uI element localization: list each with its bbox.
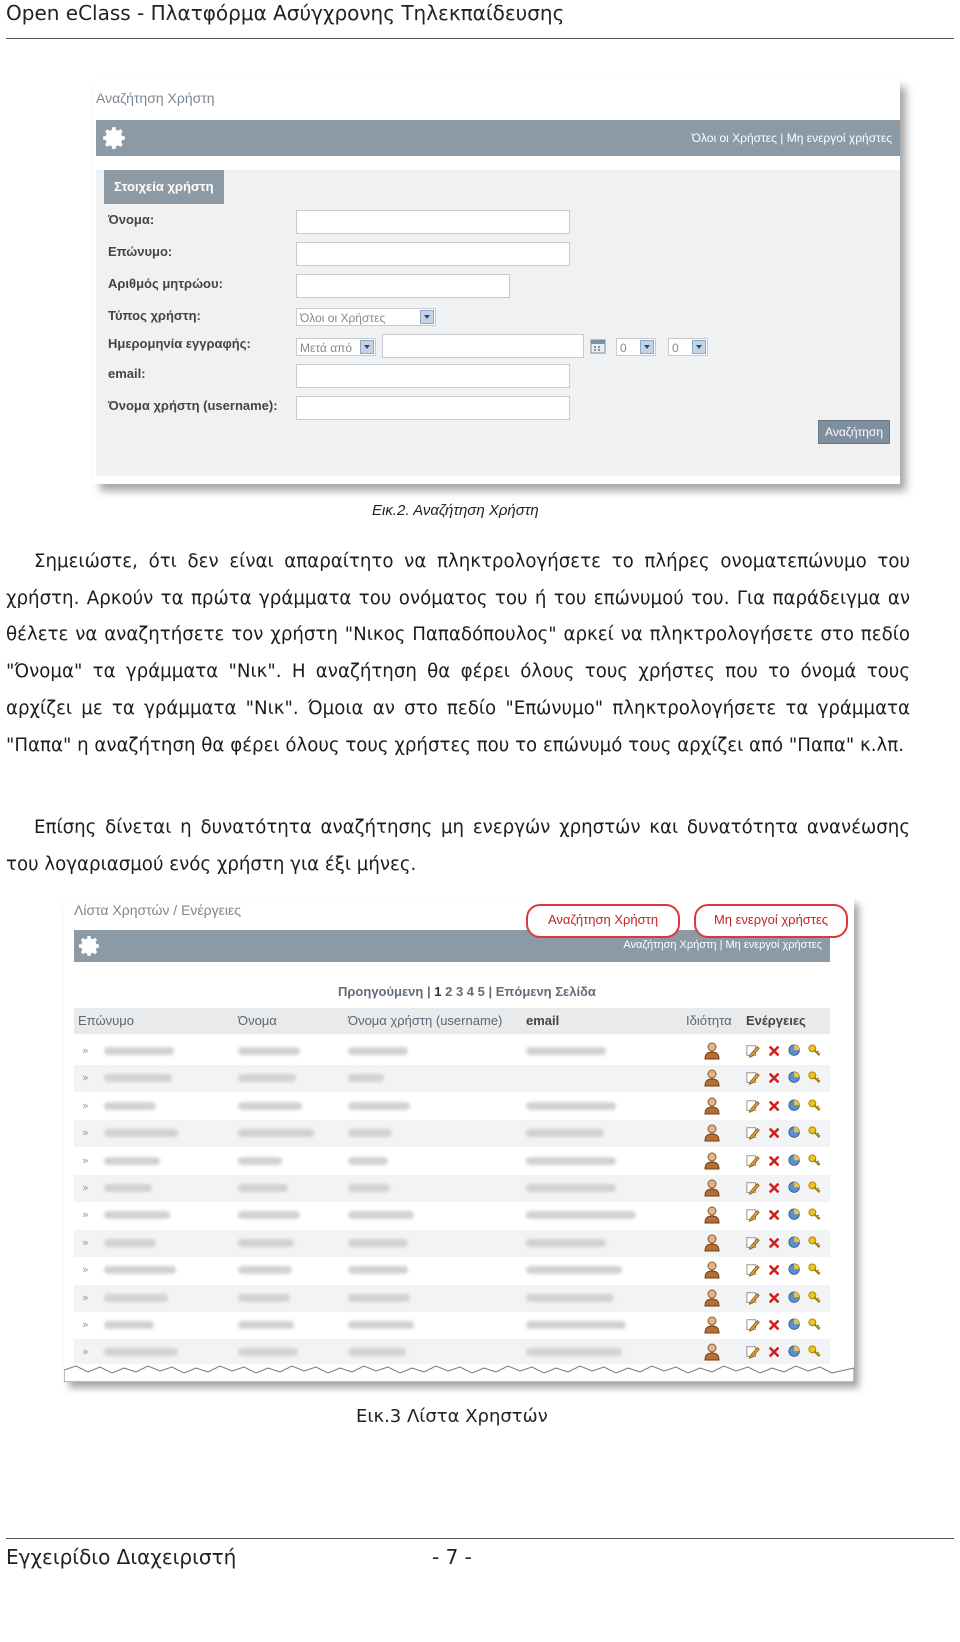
figure-user-search	[94, 80, 900, 484]
user-role-icon	[704, 1289, 720, 1307]
redacted-cell	[238, 1047, 300, 1055]
hour-select[interactable]	[616, 338, 656, 356]
redacted-cell	[348, 1157, 388, 1165]
redacted-cell	[104, 1074, 172, 1082]
renew-key-icon[interactable]	[808, 1291, 822, 1305]
reg-date-input[interactable]	[382, 334, 584, 358]
row-bullet: »	[82, 1318, 89, 1331]
form-legend: Στοιχεία χρήστη	[104, 170, 224, 204]
email-label: email:	[108, 366, 146, 381]
redacted-cell	[238, 1266, 292, 1274]
paragraph-2	[6, 810, 910, 883]
delete-icon[interactable]	[768, 1318, 782, 1332]
search-form	[96, 170, 900, 476]
current-page: 1	[434, 984, 442, 999]
table-row	[74, 1148, 830, 1175]
pager-separator: |	[426, 984, 431, 999]
redacted-cell	[104, 1239, 156, 1247]
redacted-cell	[526, 1129, 604, 1137]
user-role-icon	[704, 1179, 720, 1197]
user-type-value: Όλοι οι Χρήστες	[300, 311, 386, 325]
table-row	[74, 1285, 830, 1312]
renew-key-icon[interactable]	[808, 1181, 822, 1195]
redacted-cell	[238, 1102, 302, 1110]
column-header: Ενέργειες	[746, 1013, 806, 1028]
row-bullet: »	[82, 1263, 89, 1277]
redacted-cell	[238, 1321, 294, 1329]
row-bullet: »	[82, 1044, 89, 1057]
table-row	[74, 1230, 830, 1257]
user-role-icon	[704, 1069, 720, 1087]
edit-icon[interactable]	[746, 1099, 760, 1113]
redacted-cell	[104, 1184, 152, 1192]
delete-icon[interactable]	[768, 1044, 782, 1058]
redacted-cell	[238, 1184, 288, 1192]
delete-icon[interactable]	[768, 1181, 782, 1195]
stats-icon[interactable]	[788, 1126, 802, 1140]
edit-icon[interactable]	[746, 1236, 760, 1250]
calendar-icon[interactable]	[590, 338, 606, 354]
column-header[interactable]: email	[526, 1013, 560, 1028]
delete-icon[interactable]	[768, 1236, 782, 1250]
torn-edge	[64, 1364, 854, 1382]
redacted-cell	[526, 1348, 622, 1356]
email-input[interactable]	[296, 364, 570, 388]
breadcrumb[interactable]: Λίστα Χρηστών / Ενέργειες	[74, 902, 241, 918]
callout-inactive-users: Μη ενεργοί χρήστες	[694, 904, 848, 938]
search-button[interactable]: Αναζήτηση	[818, 420, 890, 444]
user-role-icon	[704, 1343, 720, 1361]
pagination	[338, 984, 596, 999]
stats-icon[interactable]	[788, 1071, 802, 1085]
edit-icon[interactable]	[746, 1044, 760, 1058]
minute-value: 0	[672, 341, 679, 355]
redacted-cell	[238, 1157, 282, 1165]
redacted-cell	[104, 1348, 178, 1356]
redacted-cell	[348, 1102, 410, 1110]
username-label: Όνομα χρήστη (username):	[108, 398, 278, 413]
edit-icon[interactable]	[746, 1154, 760, 1168]
row-bullet: »	[82, 1208, 89, 1222]
figure3-caption: Εικ.3 Λίστα Χρηστών	[356, 1406, 548, 1427]
page-number: - 7 -	[432, 1545, 472, 1569]
row-bullet: »	[82, 1126, 89, 1140]
table-header	[74, 1008, 830, 1034]
redacted-cell	[104, 1102, 156, 1110]
column-header[interactable]: Όνομα χρήστη (username)	[348, 1013, 503, 1028]
stats-icon[interactable]	[788, 1044, 802, 1058]
user-role-icon	[704, 1261, 720, 1279]
redacted-cell	[238, 1211, 300, 1219]
renew-key-icon[interactable]	[808, 1071, 822, 1085]
redacted-cell	[526, 1211, 636, 1219]
date-mode-value: Μετά από	[300, 341, 353, 355]
edit-icon[interactable]	[746, 1345, 760, 1359]
registry-number-input[interactable]	[296, 274, 510, 298]
user-role-icon	[704, 1097, 720, 1115]
paragraph-1-text: Σημειώστε, ότι δεν είναι απαραίτητο να πληκτρολογήσετε το πλήρες ονοματεπώνυμο του χρήστη. Αρκούν τα πρώτα γράμματα του ονόματος του ή του επώνυμού του. Για παράδειγμα αν θέλετε να αναζητήσετε τον χρήστη "Νικος Παπαδόπουλος" αρκεί να πληκτρολογήσετε στο πεδίο "Όνομα" τα γράμματα "Νικ". Η αναζήτηση θα φέρει όλους τους χρήστες που το όνομά τους αρχίζει με τα γράμματα "Νικ". Όμοια αν στο πεδίο "Επώνυμο" πληκτρολογήσετε τα γράμματα "Παπα" η αναζήτηση θα φέρει όλους τους χρήστες που το επώνυμό τους αρχίζει από "Παπα" κ.λπ.	[6, 551, 910, 756]
paragraph-2-text: Επίσης δίνεται η δυνατότητα αναζήτησης μη ενεργών χρηστών και δυνατότητα ανανέωσης του λογαριασμού ενός χρήστη για έξι μήνες.	[6, 817, 910, 875]
stats-icon[interactable]	[788, 1154, 802, 1168]
renew-key-icon[interactable]	[808, 1318, 822, 1332]
delete-icon[interactable]	[768, 1154, 782, 1168]
reg-date-label: Ημερομηνία εγγραφής:	[108, 336, 251, 351]
redacted-cell	[348, 1129, 392, 1137]
table-row	[74, 1339, 830, 1366]
redacted-cell	[348, 1266, 408, 1274]
redacted-cell	[526, 1157, 616, 1165]
hour-value: 0	[620, 341, 627, 355]
edit-icon[interactable]	[746, 1318, 760, 1332]
redacted-cell	[348, 1184, 390, 1192]
row-bullet: »	[82, 1345, 89, 1359]
renew-key-icon[interactable]	[808, 1154, 822, 1168]
edit-icon[interactable]	[746, 1263, 760, 1277]
pager-separator: |	[488, 984, 493, 999]
toolbar-links[interactable]: Αναζήτηση Χρήστη | Μη ενεργοί χρήστες	[623, 939, 822, 951]
redacted-cell	[348, 1348, 406, 1356]
search-toolbar	[96, 120, 900, 156]
chevron-down-icon	[360, 340, 374, 354]
redacted-cell	[238, 1129, 314, 1137]
stats-icon[interactable]	[788, 1181, 802, 1195]
renew-key-icon[interactable]	[808, 1044, 822, 1058]
stats-icon[interactable]	[788, 1236, 802, 1250]
column-header[interactable]: Επώνυμο	[78, 1013, 134, 1028]
redacted-cell	[526, 1102, 616, 1110]
user-role-icon	[704, 1234, 720, 1252]
user-type-label: Τύπος χρήστη:	[108, 308, 201, 323]
row-bullet: »	[82, 1290, 89, 1304]
registry-number-label: Αριθμός μητρώου:	[108, 276, 223, 291]
gear-icon[interactable]	[78, 934, 102, 958]
delete-icon[interactable]	[768, 1291, 782, 1305]
redacted-cell	[526, 1321, 626, 1329]
renew-key-icon[interactable]	[808, 1208, 822, 1222]
callout-search-user: Αναζήτηση Χρήστη	[526, 904, 680, 938]
redacted-cell	[104, 1321, 154, 1329]
row-bullet: »	[82, 1235, 89, 1249]
renew-key-icon[interactable]	[808, 1099, 822, 1113]
redacted-cell	[348, 1047, 408, 1055]
last-name-label: Επώνυμο:	[108, 244, 173, 259]
row-bullet: »	[82, 1071, 89, 1085]
table-row	[74, 1312, 830, 1339]
table-row	[74, 1175, 830, 1202]
paragraph-1	[6, 544, 910, 764]
table-row	[74, 1257, 830, 1284]
table-row	[74, 1038, 830, 1065]
renew-key-icon[interactable]	[808, 1236, 822, 1250]
stats-icon[interactable]	[788, 1318, 802, 1332]
figure2-caption: Εικ.2. Αναζήτηση Χρήστη	[372, 502, 539, 519]
redacted-cell	[526, 1294, 614, 1302]
delete-icon[interactable]	[768, 1345, 782, 1359]
redacted-cell	[104, 1294, 168, 1302]
stats-icon[interactable]	[788, 1345, 802, 1359]
delete-icon[interactable]	[768, 1071, 782, 1085]
redacted-cell	[526, 1239, 606, 1247]
figure-user-list	[64, 898, 854, 1382]
user-role-icon	[704, 1042, 720, 1060]
document-header	[6, 0, 954, 39]
redacted-cell	[238, 1074, 296, 1082]
redacted-cell	[238, 1348, 298, 1356]
edit-icon[interactable]	[746, 1071, 760, 1085]
renew-key-icon[interactable]	[808, 1263, 822, 1277]
edit-icon[interactable]	[746, 1126, 760, 1140]
gear-icon[interactable]	[102, 125, 128, 151]
row-bullet: »	[82, 1098, 89, 1112]
redacted-cell	[238, 1239, 294, 1247]
redacted-cell	[238, 1294, 290, 1302]
table-row	[74, 1065, 830, 1092]
redacted-cell	[526, 1047, 606, 1055]
renew-key-icon[interactable]	[808, 1345, 822, 1359]
footer-title: Εγχειρίδιο Διαχειριστή	[6, 1545, 237, 1569]
redacted-cell	[104, 1211, 170, 1219]
redacted-cell	[104, 1157, 160, 1165]
stats-icon[interactable]	[788, 1208, 802, 1222]
redacted-cell	[348, 1211, 414, 1219]
delete-icon[interactable]	[768, 1208, 782, 1222]
stats-icon[interactable]	[788, 1263, 802, 1277]
redacted-cell	[348, 1074, 384, 1082]
user-role-icon	[704, 1124, 720, 1142]
username-input[interactable]	[296, 396, 570, 420]
user-type-select[interactable]	[296, 308, 436, 326]
table-row	[74, 1120, 830, 1147]
redacted-cell	[348, 1321, 414, 1329]
user-role-icon	[704, 1152, 720, 1170]
first-name-label: Όνομα:	[108, 212, 155, 227]
column-header[interactable]: Όνομα	[238, 1013, 277, 1028]
delete-icon[interactable]	[768, 1126, 782, 1140]
row-bullet: »	[82, 1153, 89, 1167]
first-name-input[interactable]	[296, 210, 570, 234]
delete-icon[interactable]	[768, 1099, 782, 1113]
table-row	[74, 1093, 830, 1120]
user-role-icon	[704, 1316, 720, 1334]
chevron-down-icon	[640, 340, 654, 354]
delete-icon[interactable]	[768, 1263, 782, 1277]
stats-icon[interactable]	[788, 1291, 802, 1305]
redacted-cell	[348, 1294, 410, 1302]
renew-key-icon[interactable]	[808, 1126, 822, 1140]
stats-icon[interactable]	[788, 1099, 802, 1113]
redacted-cell	[526, 1266, 622, 1274]
table-row	[74, 1202, 830, 1229]
redacted-cell	[104, 1129, 178, 1137]
row-bullet: »	[82, 1181, 89, 1194]
search-page-title: Αναζήτηση Χρήστη	[96, 90, 215, 106]
edit-icon[interactable]	[746, 1291, 760, 1305]
column-header: Ιδιότητα	[686, 1013, 732, 1028]
chevron-down-icon	[692, 340, 706, 354]
redacted-cell	[104, 1047, 174, 1055]
minute-select[interactable]	[668, 338, 708, 356]
toolbar-links[interactable]: Όλοι οι Χρήστες | Μη ενεργοί χρήστες	[691, 131, 892, 145]
date-mode-select[interactable]	[296, 338, 376, 356]
edit-icon[interactable]	[746, 1208, 760, 1222]
redacted-cell	[104, 1266, 176, 1274]
last-name-input[interactable]	[296, 242, 570, 266]
user-role-icon	[704, 1206, 720, 1224]
prev-page-link[interactable]: Προηγούμενη	[338, 984, 424, 999]
next-page-link[interactable]: Επόμενη Σελίδα	[495, 984, 596, 999]
redacted-cell	[526, 1184, 616, 1192]
redacted-cell	[348, 1239, 408, 1247]
chevron-down-icon	[420, 310, 434, 324]
document-header-title: Open eClass - Πλατφόρμα Ασύγχρονης Τηλεκπαίδευσης	[6, 1, 565, 25]
document-footer	[6, 1538, 954, 1579]
page-links[interactable]: 2 3 4 5	[445, 984, 485, 999]
edit-icon[interactable]	[746, 1181, 760, 1195]
